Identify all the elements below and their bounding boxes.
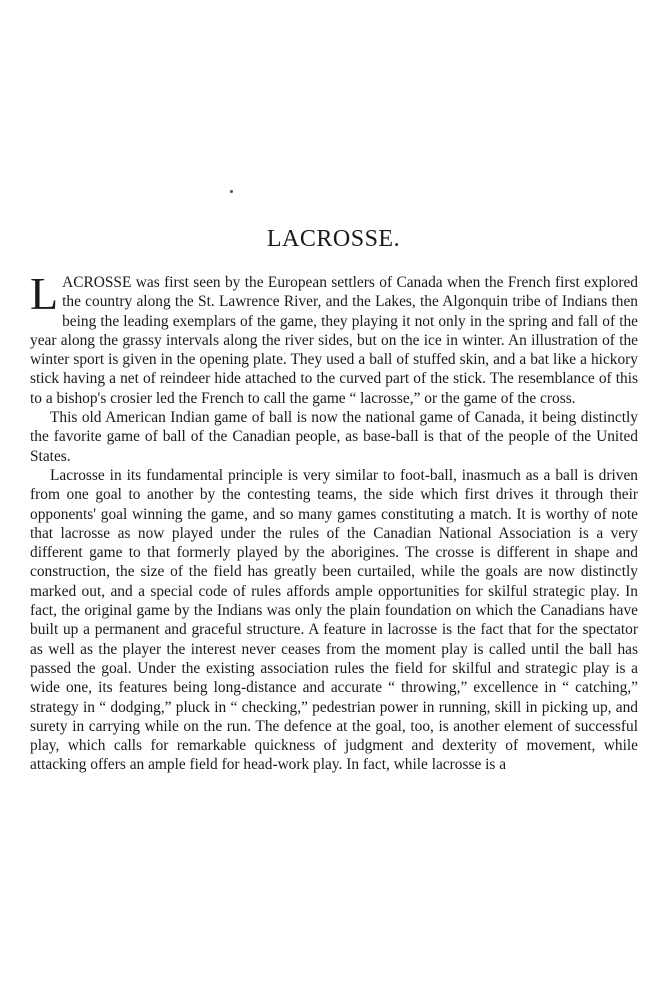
paragraph-1-text: ACROSSE was first seen by the European settlers of Canada when the French first explored the country along the St. Lawrence River, and the Lakes, the Algonquin tribe of Indians then being the leading exemplars of the game, they playing it not only in the spring and fall of the year along the grassy intervals along the river sides, but on the ice in winter. An illustration of the winter sport is given in the opening plate. They used a ball of stuffed skin, and a bat like a hickory stick having a net of reindeer hide attached to the curved part of the stick. The resemblance of this to a bishop's crosier led the French to call the game “ lacrosse,” or the game of the cross. xyxy=(30,274,638,407)
drop-cap: L xyxy=(30,268,59,319)
body-text xyxy=(30,268,638,775)
paragraph-1 xyxy=(30,268,638,408)
paragraph-3: Lacrosse in its fundamental principle is very similar to foot-ball, inasmuch as a ball is driven from one goal to another by the contesting teams, the side which first drives it through their opponents' goal winning the game, and so many games constituting a match. It is worthy of note that lacrosse as now played under the rules of the Canadian National Association is a very different game to that formerly played by the aborigines. The crosse is different in shape and construction, the size of the field has greatly been curtailed, while the goals are now distinctly marked out, and a special code of rules affords ample opportunities for skilful strategic play. In fact, the original game by the Indians was only the plain foundation on which the Canadians have built up a permanent and graceful structure. A feature in lacrosse is the fact that for the spectator as well as the player the interest never ceases from the moment play is called until the ball has passed the goal. Under the existing association rules the field for skilful and strategic play is a wide one, its features being long-distance and accurate “ throwing,” excellence in “ catching,” strategy in “ dodging,” pluck in “ checking,” pedestrian power in running, skill in picking up, and surety in carrying while on the run. The defence at the goal, too, is another element of successful play, which calls for remarkable quickness of judgment and dexterity of movement, while attacking offers an ample field for head-work play. In fact, while lacrosse is a xyxy=(30,466,638,774)
page-title: LACROSSE. xyxy=(266,226,401,252)
page-speck xyxy=(230,190,233,193)
paragraph-2: This old American Indian game of ball is now the national game of Canada, it being distinctly the favorite game of ball of the Canadian people, as base-ball is that of the people of the United States. xyxy=(30,409,638,465)
